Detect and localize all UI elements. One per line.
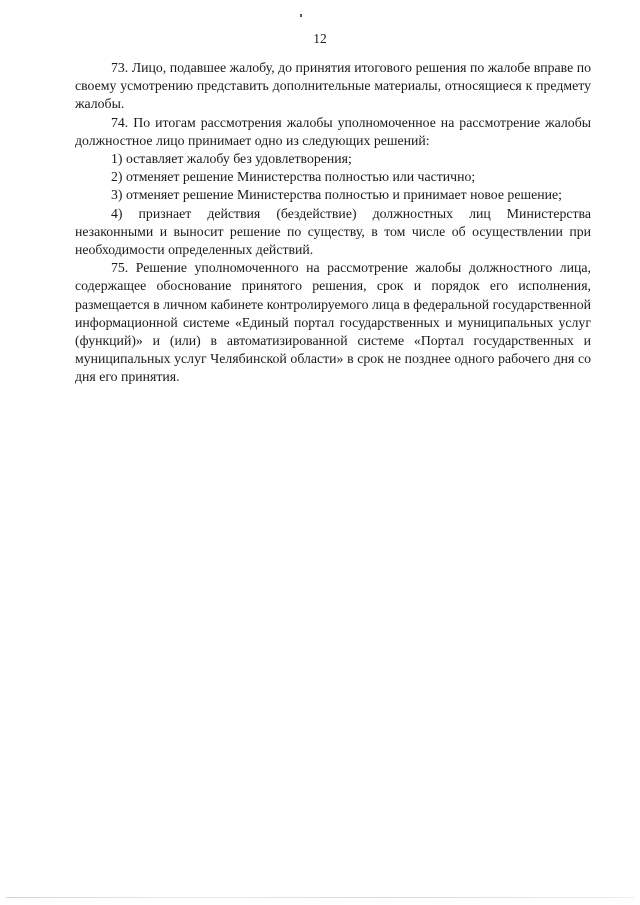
paragraph-75: 75. Решение уполномоченного на рассмотрение жалобы должностного лица, содержащее обоснование принятого решения, срок и порядок его исполнения, размещается в личном кабинете контролируемого лица в федеральной государственной информационной системе «Единый портал государственных и муниципальных услуг (функций)» и (или) в автоматизированной системе «Портал государственных и муниципальных услуг Челябинской области» в срок не позднее одного рабочего дня со дня его принятия. [75, 260, 591, 385]
document-body [75, 59, 591, 387]
scan-artifact [300, 14, 302, 17]
page-number: 12 [313, 31, 327, 46]
paragraph-74: 74. По итогам рассмотрения жалобы уполномоченное на рассмотрение жалобы должностное лицо принимает одно из следующих решений: [75, 114, 591, 148]
paragraph-74-item-1: 1) оставляет жалобу без удовлетворения; [111, 151, 352, 167]
paragraph-74-item-3: 3) отменяет решение Министерства полностью и принимает новое решение; [111, 187, 562, 203]
paragraph-73: 73. Лицо, подавшее жалобу, до принятия итогового решения по жалобе вправе по своему усмотрению представить дополнительные материалы, относящиеся к предмету жалобы. [75, 60, 591, 112]
scan-edge-line [6, 897, 634, 898]
paragraph-74-item-4: 4) признает действия (бездействие) должностных лиц Министерства незаконными и выносит решение по существу, в том числе об осуществлении при необходимости определенных действий. [75, 205, 591, 258]
paragraph-74-item-2: 2) отменяет решение Министерства полностью или частично; [111, 169, 476, 185]
